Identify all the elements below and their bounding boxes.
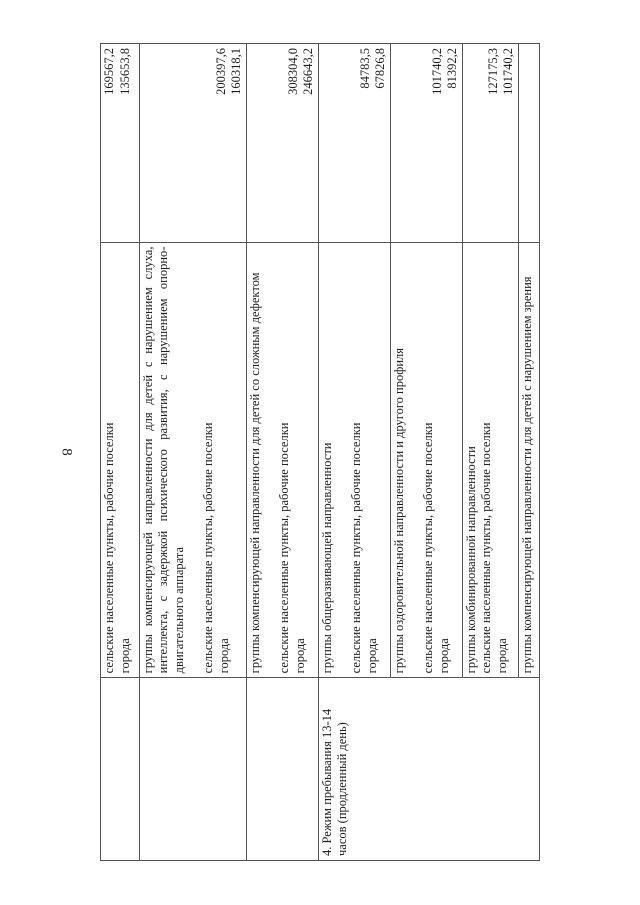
group-label: группы комбинированной направленности	[463, 446, 478, 674]
settlement-city-label: города	[117, 638, 132, 674]
table-row	[246, 44, 318, 861]
description-cell	[101, 242, 140, 678]
value-cell	[462, 44, 518, 243]
description-cell	[139, 242, 246, 678]
description-cell	[390, 242, 462, 678]
group-label: группы оздоровительной направленности и другого профиля	[391, 348, 406, 674]
value-rural: 200397,6	[213, 48, 228, 95]
table-row	[139, 44, 246, 861]
settlement-rural-label: сельские населенные пункты, рабочие поселки	[277, 422, 292, 674]
value-rural: 169567,2	[102, 48, 116, 95]
description-cell	[318, 242, 390, 678]
settlement-rural-label: сельские населенные пункты, рабочие поселки	[201, 422, 216, 674]
settlement-city-label: города	[495, 638, 509, 674]
value-cell	[318, 44, 390, 243]
mode-cell-empty	[246, 678, 318, 861]
value-rural: 127175,3	[485, 48, 500, 95]
table-row	[101, 44, 140, 861]
value-cell	[101, 44, 140, 243]
settlement-city-label: города	[293, 638, 308, 674]
value-cell	[390, 44, 462, 243]
description-cell	[518, 242, 539, 678]
value-cell-empty	[518, 44, 539, 243]
value-rural: 308304,0	[285, 48, 300, 95]
value-city: 160318,1	[229, 48, 244, 95]
value-cell	[139, 44, 246, 243]
value-city: 246643,2	[301, 48, 316, 95]
value-cell	[246, 44, 318, 243]
tariff-table	[100, 43, 540, 861]
group-label: группы общеразвивающей направленности	[319, 442, 334, 674]
page-number: 8	[58, 448, 75, 456]
group-label: группы компенсирующей направленности для детей с нарушением слуха, интеллекта, с задержкой психического развития, с нарушением опорно-двигательного аппарата	[140, 246, 186, 674]
settlement-city-label: города	[437, 638, 452, 674]
settlement-rural-label: сельские населенные пункты, рабочие поселки	[479, 422, 494, 674]
value-city: 67826,8	[373, 48, 388, 89]
description-cell	[462, 242, 518, 678]
settlement-rural-label: сельские населенные пункты, рабочие поселки	[421, 422, 436, 674]
settlement-city-label: города	[217, 638, 232, 674]
description-cell	[246, 242, 318, 678]
settlement-rural-label: сельские населенные пункты, рабочие поселки	[349, 422, 364, 674]
value-city: 81392,2	[445, 48, 460, 89]
settlement-rural-label: сельские населенные пункты, рабочие поселки	[102, 422, 116, 674]
value-city: 101740,2	[501, 48, 516, 95]
mode-cell-empty	[101, 678, 140, 861]
table-row	[318, 44, 390, 861]
rotated-page	[100, 43, 540, 861]
mode-label: 4. Режим пребывания 13-14 часов (продленный день)	[319, 708, 350, 856]
mode-cell	[318, 678, 539, 861]
group-label: группы компенсирующей направленности для детей с нарушением зрения	[519, 276, 534, 674]
value-rural: 84783,5	[357, 48, 372, 89]
value-city: 135653,8	[117, 48, 132, 95]
mode-cell-empty	[139, 678, 246, 861]
value-rural: 101740,2	[429, 48, 444, 95]
settlement-city-label: города	[365, 638, 380, 674]
group-label: группы компенсирующей направленности для детей со сложным дефектом	[247, 272, 262, 674]
